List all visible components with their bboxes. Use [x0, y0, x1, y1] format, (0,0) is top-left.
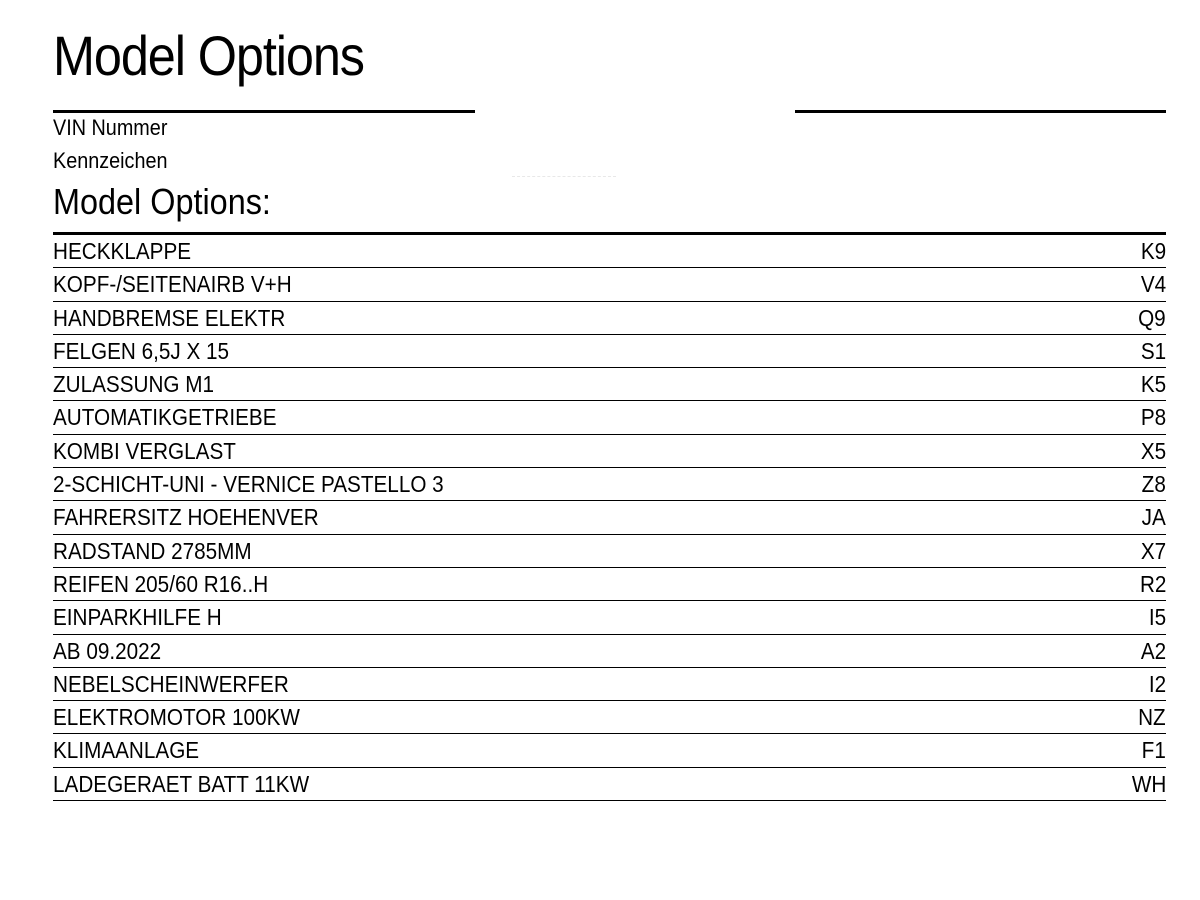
option-code: K9	[1140, 238, 1166, 264]
option-description: NEBELSCHEINWERFER	[53, 670, 289, 697]
options-table	[53, 232, 1166, 801]
title-underline-right	[795, 110, 1166, 113]
option-code: I5	[1148, 604, 1166, 631]
table-row	[53, 468, 1166, 501]
option-description: AB 09.2022	[53, 637, 162, 664]
section-title: Model Options:	[53, 181, 271, 222]
option-description: HANDBREMSE ELEKTR	[53, 304, 286, 331]
option-code: Z8	[1141, 471, 1166, 498]
table-row	[53, 401, 1166, 434]
option-description: 2-SCHICHT-UNI - VERNICE PASTELLO 3	[53, 471, 444, 498]
option-code: P8	[1140, 404, 1166, 431]
option-description: AUTOMATIKGETRIEBE	[53, 404, 277, 431]
option-code: X7	[1140, 537, 1166, 564]
option-description: LADEGERAET BATT 11KW	[53, 770, 310, 797]
option-code: Q9	[1138, 304, 1166, 331]
option-description: ELEKTROMOTOR 100KW	[53, 704, 300, 731]
option-code: S1	[1140, 337, 1166, 364]
title-underline-left	[53, 110, 475, 113]
option-code: K5	[1140, 371, 1166, 398]
option-code: A2	[1140, 637, 1166, 664]
option-description: RADSTAND 2785MM	[53, 537, 252, 564]
table-row	[53, 768, 1166, 801]
option-description: FAHRERSITZ HOEHENVER	[53, 504, 319, 531]
option-code: WH	[1131, 770, 1166, 797]
table-row	[53, 235, 1166, 268]
option-description: HECKKLAPPE	[53, 238, 192, 264]
table-row	[53, 302, 1166, 335]
table-row	[53, 368, 1166, 401]
option-code: V4	[1140, 271, 1166, 298]
table-row	[53, 701, 1166, 734]
table-row	[53, 601, 1166, 634]
table-row	[53, 734, 1166, 767]
option-description: ZULASSUNG M1	[53, 371, 215, 398]
option-description: KLIMAANLAGE	[53, 737, 200, 764]
faint-mark	[512, 176, 616, 177]
table-row	[53, 568, 1166, 601]
option-code: F1	[1141, 737, 1166, 764]
option-code: X5	[1140, 437, 1166, 464]
option-code: R2	[1139, 570, 1166, 597]
table-row	[53, 435, 1166, 468]
plate-label: Kennzeichen	[53, 148, 168, 173]
table-row	[53, 668, 1166, 701]
table-row	[53, 535, 1166, 568]
option-description: FELGEN 6,5J X 15	[53, 337, 230, 364]
option-code: JA	[1141, 504, 1166, 531]
table-row	[53, 635, 1166, 668]
option-description: KOMBI VERGLAST	[53, 437, 236, 464]
vin-label: VIN Nummer	[53, 115, 168, 140]
option-code: NZ	[1138, 704, 1166, 731]
table-row	[53, 501, 1166, 534]
table-row	[53, 335, 1166, 368]
option-description: EINPARKHILFE H	[53, 604, 222, 631]
option-description: REIFEN 205/60 R16..H	[53, 570, 269, 597]
option-description: KOPF-/SEITENAIRB V+H	[53, 271, 292, 298]
table-row	[53, 268, 1166, 301]
option-code: I2	[1148, 670, 1166, 697]
page-title: Model Options	[53, 24, 364, 87]
